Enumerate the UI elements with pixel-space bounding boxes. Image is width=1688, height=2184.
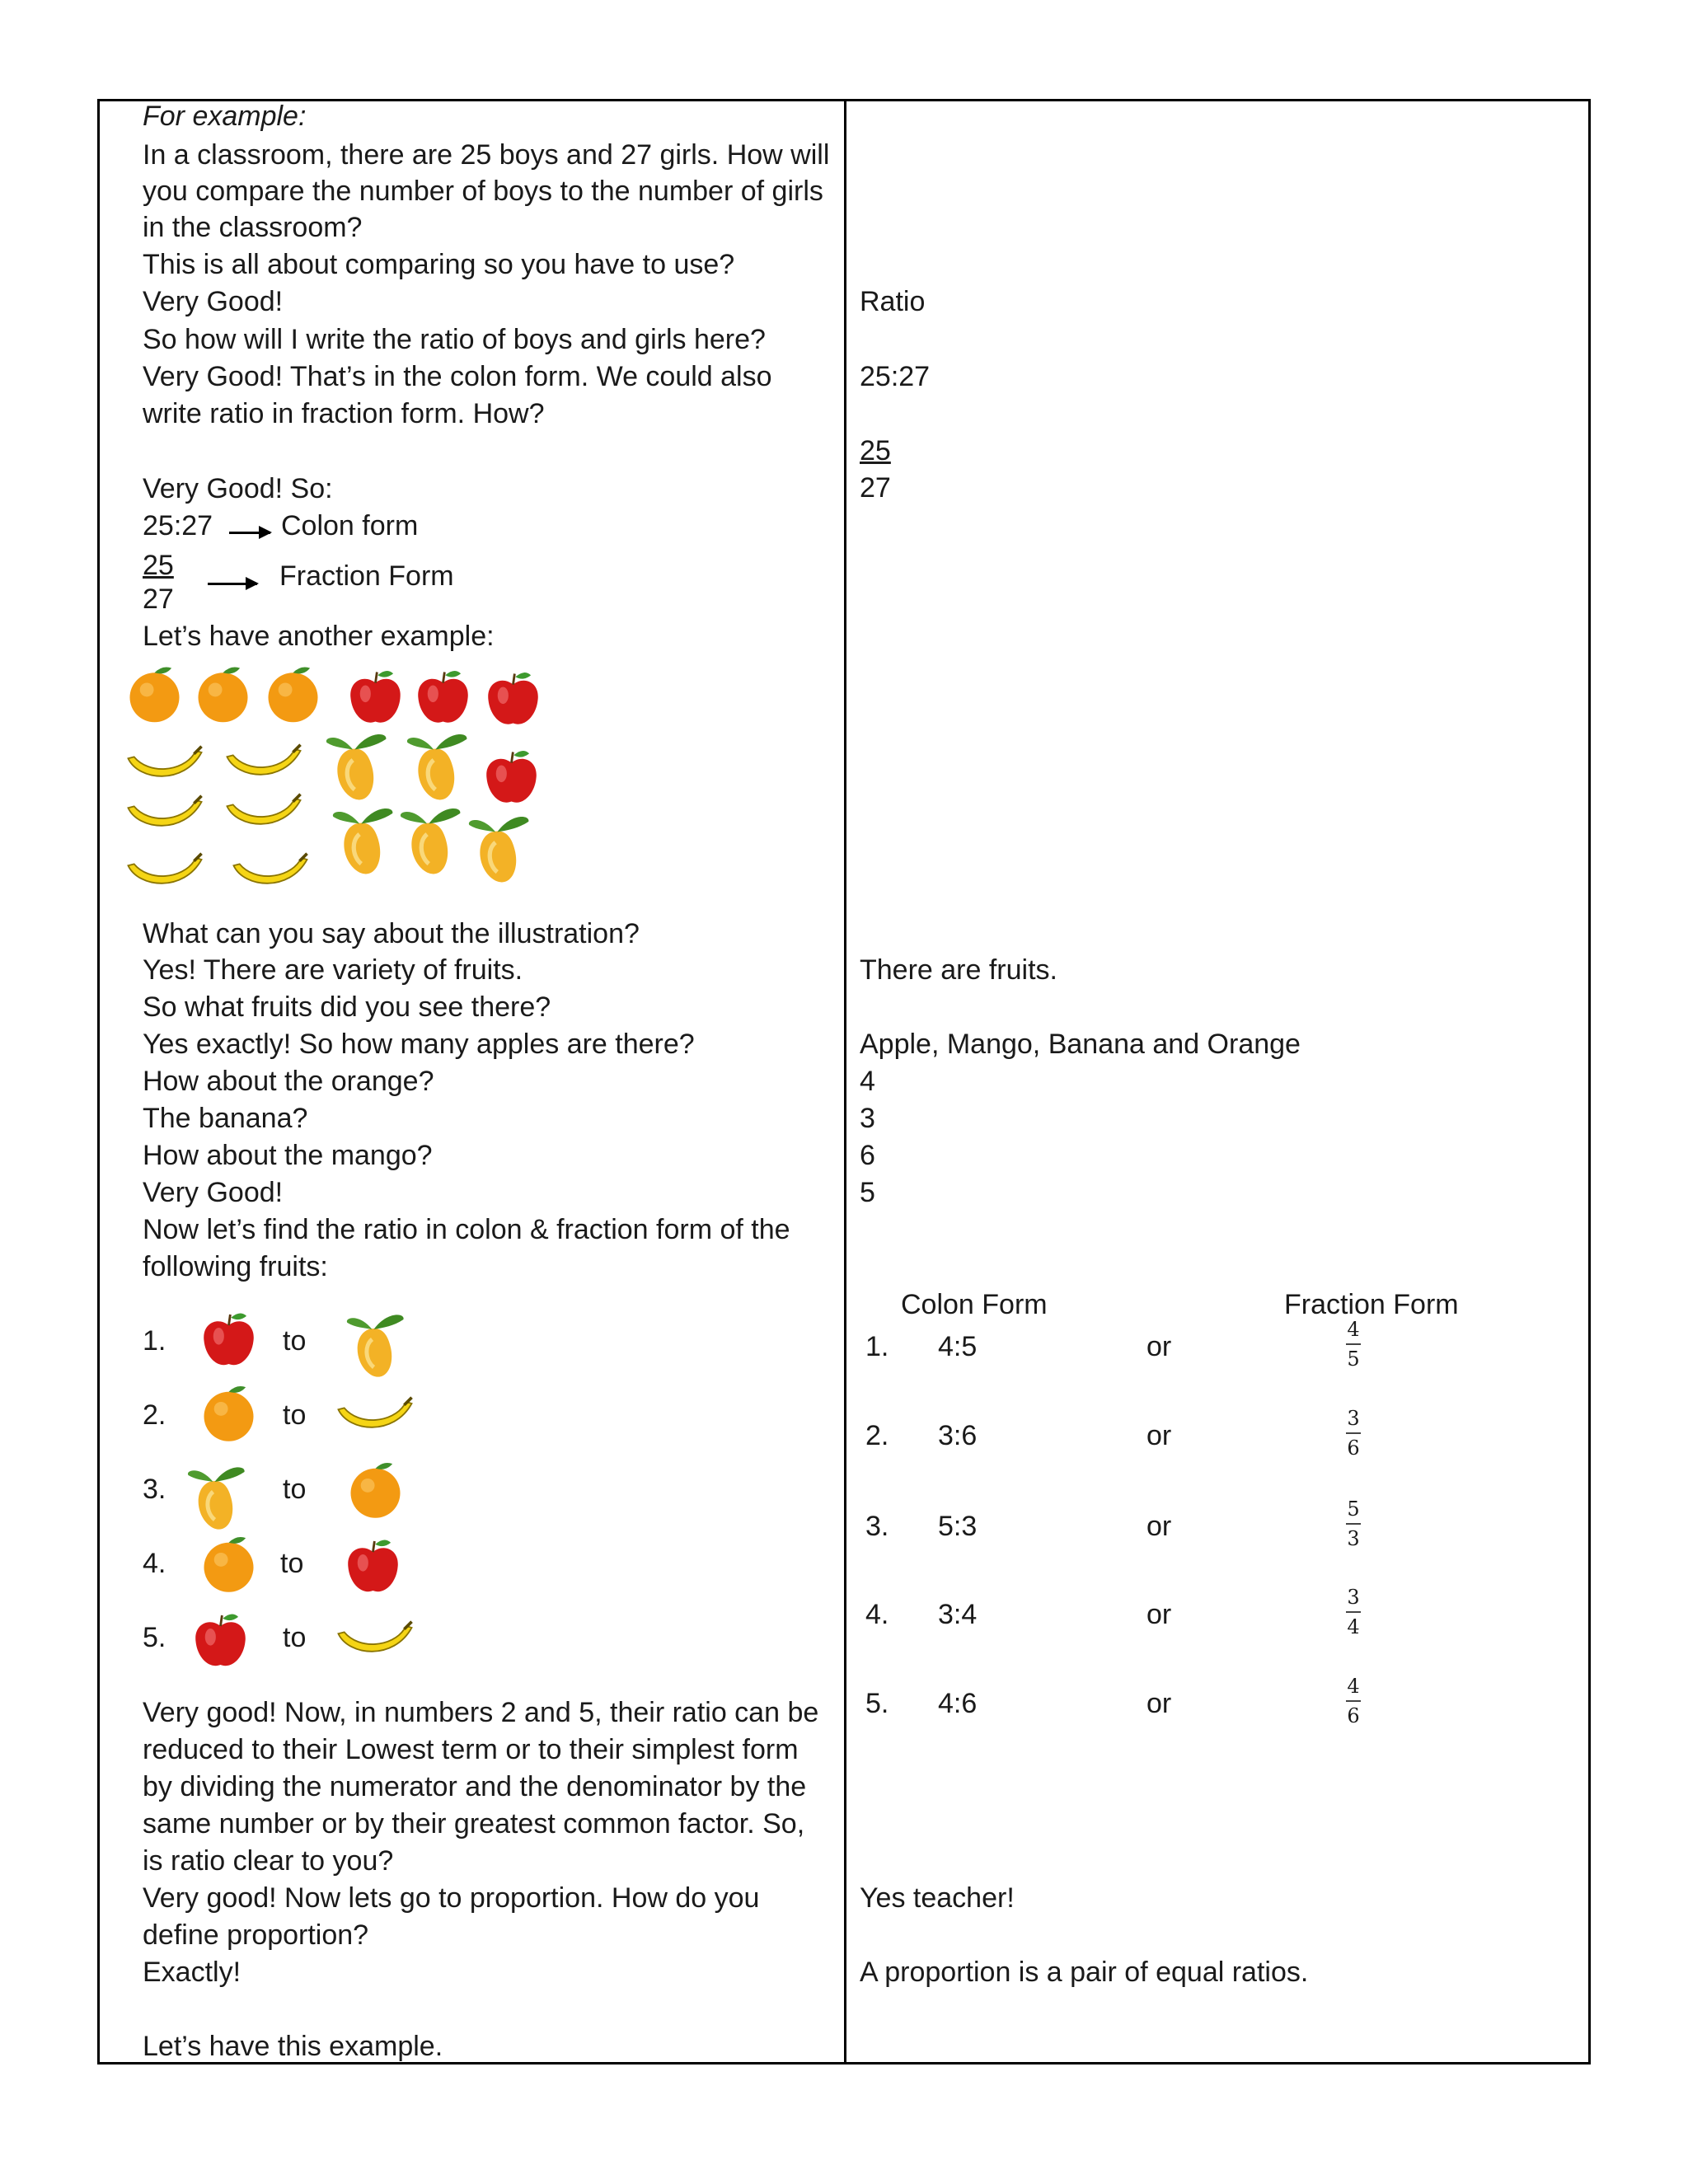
apple-icon [345, 666, 406, 728]
column-divider [844, 101, 846, 2062]
answer-text: There are fruits. [860, 954, 1057, 986]
fraction-denominator: 27 [860, 472, 891, 504]
fraction-denominator: 27 [143, 583, 174, 615]
fraction-numerator: 3 [1347, 1586, 1360, 1609]
answer-number: 5. [865, 1688, 889, 1719]
question-text: So how will I write the ratio of boys and girls here? [143, 324, 766, 355]
question-text: So what fruits did you see there? [143, 991, 551, 1023]
pair-to: to [283, 1399, 307, 1431]
instruction-text: Let’s have another example: [143, 621, 495, 652]
explanation-text: same number or by their greatest common factor. So, [143, 1808, 805, 1840]
pair-to: to [283, 1474, 307, 1505]
pair-number: 2. [143, 1399, 166, 1431]
fraction-denominator: 4 [1347, 1615, 1360, 1638]
question-text: in the classroom? [143, 212, 363, 243]
banana-icon [223, 790, 305, 835]
question-text: you compare the number of boys to the number of girls [143, 176, 823, 207]
fraction-answer [1341, 1498, 1366, 1549]
answer-number: 4. [865, 1599, 889, 1630]
or-text: or [1146, 1688, 1172, 1719]
fraction-numerator: 3 [1347, 1407, 1360, 1430]
question-text: What can you say about the illustration? [143, 918, 640, 949]
orange-icon [345, 1457, 406, 1523]
orange-icon [198, 1531, 260, 1597]
fraction-numerator: 4 [1347, 1675, 1360, 1698]
arrow-icon [208, 583, 257, 585]
mango-icon [404, 725, 474, 804]
or-text: or [1146, 1599, 1172, 1630]
answer-number: 1. [865, 1331, 889, 1362]
fraction-numerator: 25 [143, 550, 174, 581]
fraction-answer [1341, 1675, 1366, 1727]
pair-number: 5. [143, 1622, 166, 1653]
colon-form-header: Colon Form [901, 1289, 1048, 1320]
banana-icon [223, 740, 305, 785]
instruction-text: Let’s have this example. [143, 2031, 443, 2062]
banana-icon [229, 849, 312, 894]
colon-form-label: Colon form [281, 510, 419, 541]
question-text: Yes exactly! So how many apples are there? [143, 1029, 695, 1060]
banana-icon [124, 849, 206, 894]
colon-answer: 4:5 [938, 1331, 978, 1362]
count-value: 4 [860, 1066, 875, 1097]
apple-icon [198, 1306, 260, 1372]
question-text: Yes! There are variety of fruits. [143, 954, 523, 986]
fraction-numerator: 4 [1347, 1318, 1360, 1341]
mango-icon [397, 799, 467, 878]
orange-icon [262, 663, 324, 725]
question-text: In a classroom, there are 25 boys and 27 girls. How will [143, 139, 830, 171]
or-text: or [1146, 1511, 1172, 1542]
instruction-text: Now let’s find the ratio in colon & fraction form of the [143, 1214, 790, 1245]
explanation-text: Very good! Now, in numbers 2 and 5, their ratio can be [143, 1697, 819, 1728]
apple-icon [190, 1607, 251, 1673]
question-text: This is all about comparing so you have to use? [143, 249, 735, 280]
pair-number: 4. [143, 1548, 166, 1579]
praise-text: Exactly! [143, 1957, 241, 1988]
colon-answer: 5:3 [938, 1511, 978, 1542]
arrow-icon [229, 532, 270, 534]
question-text: Very good! Now lets go to proportion. How do you [143, 1882, 760, 1914]
answer-number: 2. [865, 1420, 889, 1451]
answer-text: Yes teacher! [860, 1882, 1015, 1914]
fraction-form-label: Fraction Form [279, 560, 454, 592]
fraction-denominator: 5 [1347, 1347, 1360, 1371]
banana-icon [124, 742, 206, 787]
count-value: 3 [860, 1103, 875, 1134]
apple-icon [481, 746, 542, 808]
fraction-numerator: 5 [1347, 1497, 1360, 1521]
orange-icon [124, 663, 185, 725]
answer-text: Ratio [860, 286, 926, 317]
orange-icon [198, 1380, 260, 1446]
count-value: 6 [860, 1140, 875, 1171]
for-example-label: For example: [143, 101, 307, 132]
question-text: define proportion? [143, 1919, 369, 1951]
orange-icon [192, 663, 254, 725]
fraction-numerator: 25 [860, 435, 891, 466]
mango-icon [330, 799, 400, 878]
explanation-text: reduced to their Lowest term or to their simplest form [143, 1734, 799, 1765]
pair-number: 3. [143, 1474, 166, 1505]
praise-text: Very Good! [143, 286, 284, 317]
banana-icon [124, 791, 206, 837]
mango-icon [183, 1459, 253, 1533]
praise-text: Very Good! So: [143, 473, 333, 504]
praise-text: Very Good! [143, 1177, 284, 1208]
apple-icon [342, 1533, 404, 1599]
or-text: or [1146, 1420, 1172, 1451]
fraction-answer [1341, 1408, 1366, 1459]
fraction-form-header: Fraction Form [1284, 1289, 1459, 1320]
colon-example: 25:27 [143, 510, 213, 541]
pair-number: 1. [143, 1325, 166, 1357]
apple-icon [412, 666, 474, 728]
pair-to: to [280, 1548, 304, 1579]
explanation-text: Very Good! That’s in the colon form. We could also [143, 361, 772, 392]
pair-to: to [283, 1622, 307, 1653]
colon-answer: 3:6 [938, 1420, 978, 1451]
instruction-text: following fruits: [143, 1251, 328, 1282]
fraction-denominator: 6 [1347, 1704, 1360, 1727]
pair-to: to [283, 1325, 307, 1357]
question-text: The banana? [143, 1103, 308, 1134]
fraction-denominator: 3 [1347, 1527, 1360, 1550]
explanation-text: is ratio clear to you? [143, 1845, 394, 1877]
explanation-text: write ratio in fraction form. How? [143, 398, 545, 429]
fraction-answer [1341, 1319, 1366, 1370]
colon-answer: 4:6 [938, 1688, 978, 1719]
colon-answer: 3:4 [938, 1599, 978, 1630]
answer-number: 3. [865, 1511, 889, 1542]
mango-icon [342, 1306, 412, 1380]
fraction-answer [1341, 1586, 1366, 1638]
count-value: 5 [860, 1177, 875, 1208]
or-text: or [1146, 1331, 1172, 1362]
explanation-text: by dividing the numerator and the denominator by the [143, 1771, 807, 1802]
answer-text: Apple, Mango, Banana and Orange [860, 1029, 1301, 1060]
fraction-denominator: 6 [1347, 1436, 1360, 1460]
answer-text: 25:27 [860, 361, 931, 392]
question-text: How about the orange? [143, 1066, 434, 1097]
answer-text: A proportion is a pair of equal ratios. [860, 1957, 1309, 1988]
question-text: How about the mango? [143, 1140, 433, 1171]
mango-icon [323, 725, 393, 804]
banana-icon [334, 1393, 416, 1438]
mango-icon [466, 808, 536, 886]
apple-icon [482, 668, 544, 729]
banana-icon [334, 1617, 416, 1662]
